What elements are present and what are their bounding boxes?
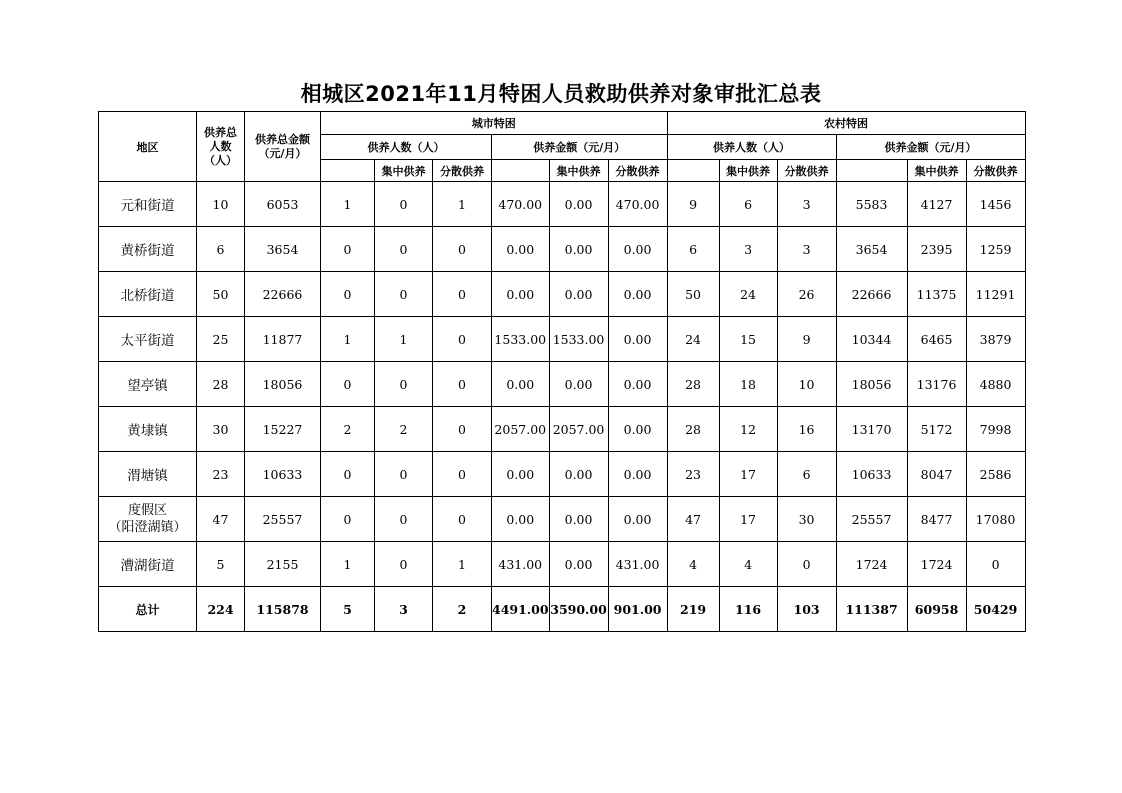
cell-urban-centralized: 2 bbox=[375, 407, 433, 452]
cell-urban-amount-centralized: 3590.00 bbox=[549, 587, 608, 632]
cell-rural-people: 50 bbox=[667, 272, 719, 317]
cell-rural-centralized: 3 bbox=[719, 227, 777, 272]
cell-rural-amount: 111387 bbox=[836, 587, 907, 632]
cell-total-people: 47 bbox=[197, 497, 245, 542]
cell-region: 北桥街道 bbox=[99, 272, 197, 317]
cell-urban-people: 0 bbox=[321, 362, 375, 407]
cell-urban-people: 2 bbox=[321, 407, 375, 452]
table-row bbox=[99, 272, 1026, 317]
cell-rural-amount-dispersed: 1456 bbox=[966, 182, 1025, 227]
cell-urban-centralized: 0 bbox=[375, 227, 433, 272]
cell-rural-dispersed: 0 bbox=[777, 542, 836, 587]
cell-region: 漕湖街道 bbox=[99, 542, 197, 587]
cell-rural-amount-dispersed: 1259 bbox=[966, 227, 1025, 272]
header-urban-amount-dispersed: 分散供养 bbox=[608, 160, 667, 182]
cell-urban-amount-dispersed: 0.00 bbox=[608, 497, 667, 542]
cell-urban-dispersed: 1 bbox=[433, 542, 492, 587]
cell-rural-dispersed: 16 bbox=[777, 407, 836, 452]
cell-urban-people: 1 bbox=[321, 317, 375, 362]
cell-urban-dispersed: 2 bbox=[433, 587, 492, 632]
cell-urban-amount-dispersed: 0.00 bbox=[608, 452, 667, 497]
cell-region: 元和街道 bbox=[99, 182, 197, 227]
cell-rural-dispersed: 3 bbox=[777, 182, 836, 227]
cell-region: 望亭镇 bbox=[99, 362, 197, 407]
cell-total-people: 6 bbox=[197, 227, 245, 272]
cell-rural-centralized: 17 bbox=[719, 497, 777, 542]
cell-urban-dispersed: 1 bbox=[433, 182, 492, 227]
cell-rural-centralized: 12 bbox=[719, 407, 777, 452]
cell-urban-amount: 0.00 bbox=[492, 362, 550, 407]
cell-urban-amount-dispersed: 470.00 bbox=[608, 182, 667, 227]
cell-rural-centralized: 24 bbox=[719, 272, 777, 317]
cell-rural-amount-dispersed: 2586 bbox=[966, 452, 1025, 497]
cell-rural-amount-centralized: 13176 bbox=[907, 362, 966, 407]
cell-rural-people: 24 bbox=[667, 317, 719, 362]
header-urban-people: 供养人数（人） bbox=[321, 135, 492, 160]
cell-urban-amount: 470.00 bbox=[492, 182, 550, 227]
total-row bbox=[99, 587, 1026, 632]
cell-rural-dispersed: 10 bbox=[777, 362, 836, 407]
cell-urban-centralized: 0 bbox=[375, 542, 433, 587]
cell-urban-amount: 4491.00 bbox=[492, 587, 550, 632]
total-label: 总计 bbox=[99, 587, 197, 632]
cell-urban-people: 5 bbox=[321, 587, 375, 632]
cell-urban-centralized: 0 bbox=[375, 362, 433, 407]
cell-urban-amount-centralized: 0.00 bbox=[549, 272, 608, 317]
cell-urban-dispersed: 0 bbox=[433, 452, 492, 497]
cell-urban-amount-centralized: 0.00 bbox=[549, 227, 608, 272]
cell-urban-amount: 0.00 bbox=[492, 272, 550, 317]
cell-rural-people: 9 bbox=[667, 182, 719, 227]
cell-urban-centralized: 0 bbox=[375, 272, 433, 317]
cell-total-people: 10 bbox=[197, 182, 245, 227]
cell-region: 渭塘镇 bbox=[99, 452, 197, 497]
cell-rural-people: 219 bbox=[667, 587, 719, 632]
cell-urban-amount: 0.00 bbox=[492, 227, 550, 272]
cell-rural-dispersed: 3 bbox=[777, 227, 836, 272]
cell-rural-amount: 10344 bbox=[836, 317, 907, 362]
cell-rural-people: 28 bbox=[667, 362, 719, 407]
cell-total-people: 25 bbox=[197, 317, 245, 362]
cell-urban-dispersed: 0 bbox=[433, 362, 492, 407]
cell-rural-people: 23 bbox=[667, 452, 719, 497]
cell-rural-people: 6 bbox=[667, 227, 719, 272]
cell-rural-amount: 22666 bbox=[836, 272, 907, 317]
cell-rural-centralized: 116 bbox=[719, 587, 777, 632]
table-row bbox=[99, 542, 1026, 587]
cell-rural-amount: 18056 bbox=[836, 362, 907, 407]
cell-urban-amount-centralized: 0.00 bbox=[549, 497, 608, 542]
table-row bbox=[99, 497, 1026, 542]
cell-total-amount: 22666 bbox=[245, 272, 321, 317]
cell-region: 黄桥街道 bbox=[99, 227, 197, 272]
cell-urban-amount: 0.00 bbox=[492, 452, 550, 497]
cell-total-amount: 3654 bbox=[245, 227, 321, 272]
cell-total-amount: 25557 bbox=[245, 497, 321, 542]
cell-urban-amount-dispersed: 0.00 bbox=[608, 227, 667, 272]
cell-rural-dispersed: 103 bbox=[777, 587, 836, 632]
cell-total-amount: 6053 bbox=[245, 182, 321, 227]
header-rural-people-dispersed: 分散供养 bbox=[777, 160, 836, 182]
cell-total-amount: 18056 bbox=[245, 362, 321, 407]
cell-urban-dispersed: 0 bbox=[433, 272, 492, 317]
cell-urban-amount: 1533.00 bbox=[492, 317, 550, 362]
cell-urban-dispersed: 0 bbox=[433, 497, 492, 542]
cell-urban-people: 0 bbox=[321, 497, 375, 542]
cell-region: 太平街道 bbox=[99, 317, 197, 362]
header-rural-people-centralized: 集中供养 bbox=[719, 160, 777, 182]
cell-rural-amount-centralized: 11375 bbox=[907, 272, 966, 317]
cell-urban-amount-dispersed: 431.00 bbox=[608, 542, 667, 587]
cell-rural-amount-centralized: 4127 bbox=[907, 182, 966, 227]
cell-urban-amount-centralized: 1533.00 bbox=[549, 317, 608, 362]
header-region: 地区 bbox=[99, 112, 197, 182]
cell-urban-amount-centralized: 0.00 bbox=[549, 182, 608, 227]
header-rural-amount-dispersed: 分散供养 bbox=[966, 160, 1025, 182]
cell-rural-people: 28 bbox=[667, 407, 719, 452]
cell-rural-dispersed: 6 bbox=[777, 452, 836, 497]
cell-urban-amount-dispersed: 0.00 bbox=[608, 407, 667, 452]
cell-urban-people: 0 bbox=[321, 452, 375, 497]
table-row bbox=[99, 317, 1026, 362]
cell-urban-dispersed: 0 bbox=[433, 407, 492, 452]
cell-total-people: 50 bbox=[197, 272, 245, 317]
cell-rural-amount-dispersed: 4880 bbox=[966, 362, 1025, 407]
cell-rural-centralized: 17 bbox=[719, 452, 777, 497]
cell-rural-amount-centralized: 60958 bbox=[907, 587, 966, 632]
cell-rural-amount: 25557 bbox=[836, 497, 907, 542]
cell-rural-amount-dispersed: 11291 bbox=[966, 272, 1025, 317]
cell-total-people: 224 bbox=[197, 587, 245, 632]
cell-rural-amount-dispersed: 17080 bbox=[966, 497, 1025, 542]
cell-rural-amount: 10633 bbox=[836, 452, 907, 497]
header-urban: 城市特困 bbox=[321, 112, 668, 135]
cell-rural-amount-centralized: 6465 bbox=[907, 317, 966, 362]
cell-urban-centralized: 1 bbox=[375, 317, 433, 362]
cell-rural-amount: 1724 bbox=[836, 542, 907, 587]
cell-rural-amount-centralized: 1724 bbox=[907, 542, 966, 587]
cell-urban-amount-dispersed: 0.00 bbox=[608, 362, 667, 407]
header-rural-amount-centralized: 集中供养 bbox=[907, 160, 966, 182]
cell-urban-centralized: 0 bbox=[375, 182, 433, 227]
header-blank bbox=[321, 160, 375, 182]
cell-rural-amount-dispersed: 50429 bbox=[966, 587, 1025, 632]
cell-rural-amount-centralized: 8047 bbox=[907, 452, 966, 497]
summary-table bbox=[98, 111, 1026, 632]
cell-urban-centralized: 0 bbox=[375, 452, 433, 497]
cell-rural-amount-centralized: 2395 bbox=[907, 227, 966, 272]
header-total-amount: 供养总金额 （元/月） bbox=[245, 112, 321, 182]
cell-urban-people: 1 bbox=[321, 182, 375, 227]
header-urban-people-dispersed: 分散供养 bbox=[433, 160, 492, 182]
cell-urban-amount-centralized: 0.00 bbox=[549, 362, 608, 407]
cell-rural-centralized: 18 bbox=[719, 362, 777, 407]
cell-region: 黄埭镇 bbox=[99, 407, 197, 452]
cell-total-people: 28 bbox=[197, 362, 245, 407]
cell-urban-amount-centralized: 0.00 bbox=[549, 452, 608, 497]
cell-urban-amount: 0.00 bbox=[492, 497, 550, 542]
cell-rural-amount: 13170 bbox=[836, 407, 907, 452]
cell-total-amount: 115878 bbox=[245, 587, 321, 632]
header-urban-people-centralized: 集中供养 bbox=[375, 160, 433, 182]
cell-urban-amount: 431.00 bbox=[492, 542, 550, 587]
page-title: 相城区2021年11月特困人员救助供养对象审批汇总表 bbox=[300, 82, 822, 106]
header-urban-amount: 供养金额（元/月） bbox=[492, 135, 668, 160]
cell-total-people: 5 bbox=[197, 542, 245, 587]
cell-rural-amount-centralized: 5172 bbox=[907, 407, 966, 452]
cell-urban-amount-centralized: 2057.00 bbox=[549, 407, 608, 452]
cell-rural-amount-dispersed: 7998 bbox=[966, 407, 1025, 452]
cell-rural-people: 4 bbox=[667, 542, 719, 587]
cell-rural-amount: 5583 bbox=[836, 182, 907, 227]
cell-total-amount: 15227 bbox=[245, 407, 321, 452]
cell-urban-dispersed: 0 bbox=[433, 317, 492, 362]
cell-urban-amount-centralized: 0.00 bbox=[549, 542, 608, 587]
cell-urban-centralized: 0 bbox=[375, 497, 433, 542]
cell-rural-people: 47 bbox=[667, 497, 719, 542]
header-total-people: 供养总 人数 （人） bbox=[197, 112, 245, 182]
header-blank bbox=[836, 160, 907, 182]
table-row bbox=[99, 407, 1026, 452]
cell-rural-centralized: 6 bbox=[719, 182, 777, 227]
table-row bbox=[99, 227, 1026, 272]
cell-rural-centralized: 4 bbox=[719, 542, 777, 587]
cell-rural-amount-dispersed: 0 bbox=[966, 542, 1025, 587]
header-rural-people: 供养人数（人） bbox=[667, 135, 836, 160]
cell-total-amount: 10633 bbox=[245, 452, 321, 497]
cell-urban-amount-dispersed: 0.00 bbox=[608, 272, 667, 317]
cell-total-amount: 2155 bbox=[245, 542, 321, 587]
table-row bbox=[99, 452, 1026, 497]
cell-urban-people: 0 bbox=[321, 227, 375, 272]
table-row bbox=[99, 362, 1026, 407]
cell-urban-amount-dispersed: 0.00 bbox=[608, 317, 667, 362]
table-row bbox=[99, 182, 1026, 227]
cell-rural-amount-centralized: 8477 bbox=[907, 497, 966, 542]
cell-rural-dispersed: 26 bbox=[777, 272, 836, 317]
header-blank bbox=[667, 160, 719, 182]
cell-total-people: 23 bbox=[197, 452, 245, 497]
cell-rural-dispersed: 9 bbox=[777, 317, 836, 362]
cell-total-amount: 11877 bbox=[245, 317, 321, 362]
cell-urban-amount: 2057.00 bbox=[492, 407, 550, 452]
header-blank bbox=[492, 160, 550, 182]
cell-urban-people: 0 bbox=[321, 272, 375, 317]
cell-urban-people: 1 bbox=[321, 542, 375, 587]
cell-total-people: 30 bbox=[197, 407, 245, 452]
cell-urban-amount-dispersed: 901.00 bbox=[608, 587, 667, 632]
cell-urban-centralized: 3 bbox=[375, 587, 433, 632]
cell-urban-dispersed: 0 bbox=[433, 227, 492, 272]
cell-region: 度假区 （阳澄湖镇） bbox=[99, 497, 197, 542]
cell-rural-centralized: 15 bbox=[719, 317, 777, 362]
header-rural: 农村特困 bbox=[667, 112, 1025, 135]
cell-rural-amount-dispersed: 3879 bbox=[966, 317, 1025, 362]
header-urban-amount-centralized: 集中供养 bbox=[549, 160, 608, 182]
cell-rural-amount: 3654 bbox=[836, 227, 907, 272]
header-rural-amount: 供养金额（元/月） bbox=[836, 135, 1025, 160]
cell-rural-dispersed: 30 bbox=[777, 497, 836, 542]
